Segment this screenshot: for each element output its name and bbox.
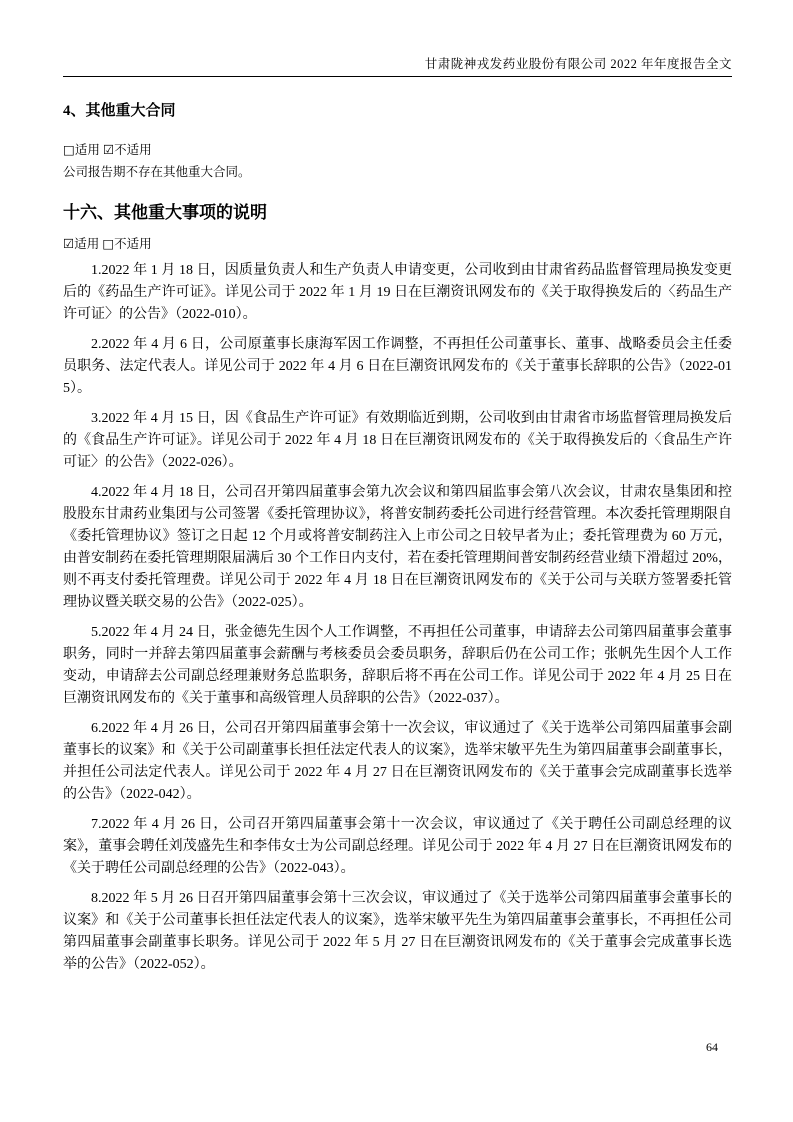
report-paragraph: 8.2022 年 5 月 26 日召开第四届董事会第十三次会议，审议通过了《关于选举公司第四届董事会董事长的议案》和《关于公司董事长担任法定代表人的议案》，选举宋敏平先生为第四届董事会董事长，不再担任公司第四届董事会副董事长职务。详见公司于 2022 年 5 月 27 日在巨潮资讯网发布的《关于董事会完成董事长选举的公告》（2022-052）。 — [63, 891, 732, 972]
report-paragraph: 4.2022 年 4 月 18 日，公司召开第四届董事会第九次会议和第四届监事会第八次会议，甘肃农垦集团和控股股东甘肃药业集团与公司签署《委托管理协议》，将普安制药委托公司进行经营管理。本次委托管理期限自《委托管理协议》签订之日起 12 个月或将普安制药注入上市公司之日较早者为止；委托管理费为 60 万元，由普安制药在委托管理期限届满后 30 个工作日内支付，若在委托管理期间普安制药经营业绩下滑超过 20%，则不再支付委托管理费。详见公司于 2022 年 4 月 18 日在巨潮资讯网发布的《关于公司与关联方签署委托管理协议暨关联交易的公告》（2022-025）。 — [63, 485, 732, 610]
not-applicable-label: 不适用 — [114, 237, 152, 251]
report-paragraph: 3.2022 年 4 月 15 日，因《食品生产许可证》有效期临近到期，公司收到由甘肃省市场监督管理局换发后的《食品生产许可证》。详见公司于 2022 年 4 月 18 日在巨潮资讯网发布的《关于取得换发后的〈食品生产许可证〉的公告》（2022-026）。 — [63, 411, 732, 470]
section-heading-other-contracts: 4、其他重大合同 — [63, 103, 176, 119]
report-header-title: 甘肃陇神戎发药业股份有限公司 2022 年年度报告全文 — [424, 57, 732, 71]
checkbox-checked-icon: ☑ — [63, 236, 75, 251]
page-body — [63, 102, 732, 976]
applicable-label: 适用 — [74, 143, 100, 157]
page-header — [63, 0, 732, 77]
applicable-label: 适用 — [74, 237, 100, 251]
header-divider — [63, 76, 732, 77]
page-number: 64 — [706, 1040, 718, 1054]
no-other-contracts-note: 公司报告期不存在其他重大合同。 — [63, 165, 251, 179]
checkbox-unchecked-icon: □ — [102, 236, 115, 251]
report-paragraph: 7.2022 年 4 月 26 日，公司召开第四届董事会第十一次会议，审议通过了《关于聘任公司副总经理的议案》，董事会聘任刘茂盛先生和李伟女士为公司副总经理。详见公司于 2022 年 4 月 27 日在巨潮资讯网发布的《关于聘任公司副总经理的公告》（2022-043）。 — [63, 817, 732, 876]
report-paragraph: 5.2022 年 4 月 24 日，张金德先生因个人工作调整，不再担任公司董事，申请辞去公司第四届董事会董事职务，同时一并辞去第四届董事会薪酬与考核委员会委员职务，辞职后仍在公司工作；张帆先生因个人工作变动，申请辞去公司副总经理兼财务总监职务，辞职后将不再在公司工作。详见公司于 2022 年 4 月 25 日在巨潮资讯网发布的《关于董事和高级管理人员辞职的公告》（2022-037）。 — [63, 625, 732, 706]
not-applicable-label: 不适用 — [114, 143, 152, 157]
report-paragraph-list — [63, 260, 732, 976]
report-paragraph: 6.2022 年 4 月 26 日，公司召开第四届董事会第十一次会议，审议通过了《关于选举公司第四届董事会副董事长的议案》和《关于公司副董事长担任法定代表人的议案》，选举宋敏平先生为第四届董事会副董事长，并担任公司法定代表人。详见公司于 2022 年 4 月 27 日在巨潮资讯网发布的《关于董事会完成副董事长选举的公告》（2022-042）。 — [63, 721, 732, 802]
checkbox-unchecked-icon: □ — [63, 142, 75, 157]
applicability-line-contracts — [63, 142, 732, 158]
applicability-line-matters — [63, 236, 732, 252]
section-heading-other-matters: 十六、其他重大事项的说明 — [63, 203, 267, 222]
report-paragraph: 2.2022 年 4 月 6 日，公司原董事长康海军因工作调整，不再担任公司董事长、董事、战略委员会主任委员职务、法定代表人。详见公司于 2022 年 4 月 6 日在巨潮资讯网发布的《关于董事长辞职的公告》（2022-015）。 — [63, 337, 732, 396]
checkbox-checked-icon: ☑ — [102, 142, 115, 157]
report-paragraph: 1.2022 年 1 月 18 日，因质量负责人和生产负责人申请变更，公司收到由甘肃省药品监督管理局换发变更后的《药品生产许可证》。详见公司于 2022 年 1 月 19 日在巨潮资讯网发布的《关于取得换发后的〈药品生产许可证〉的公告》（2022-010）。 — [63, 263, 732, 322]
